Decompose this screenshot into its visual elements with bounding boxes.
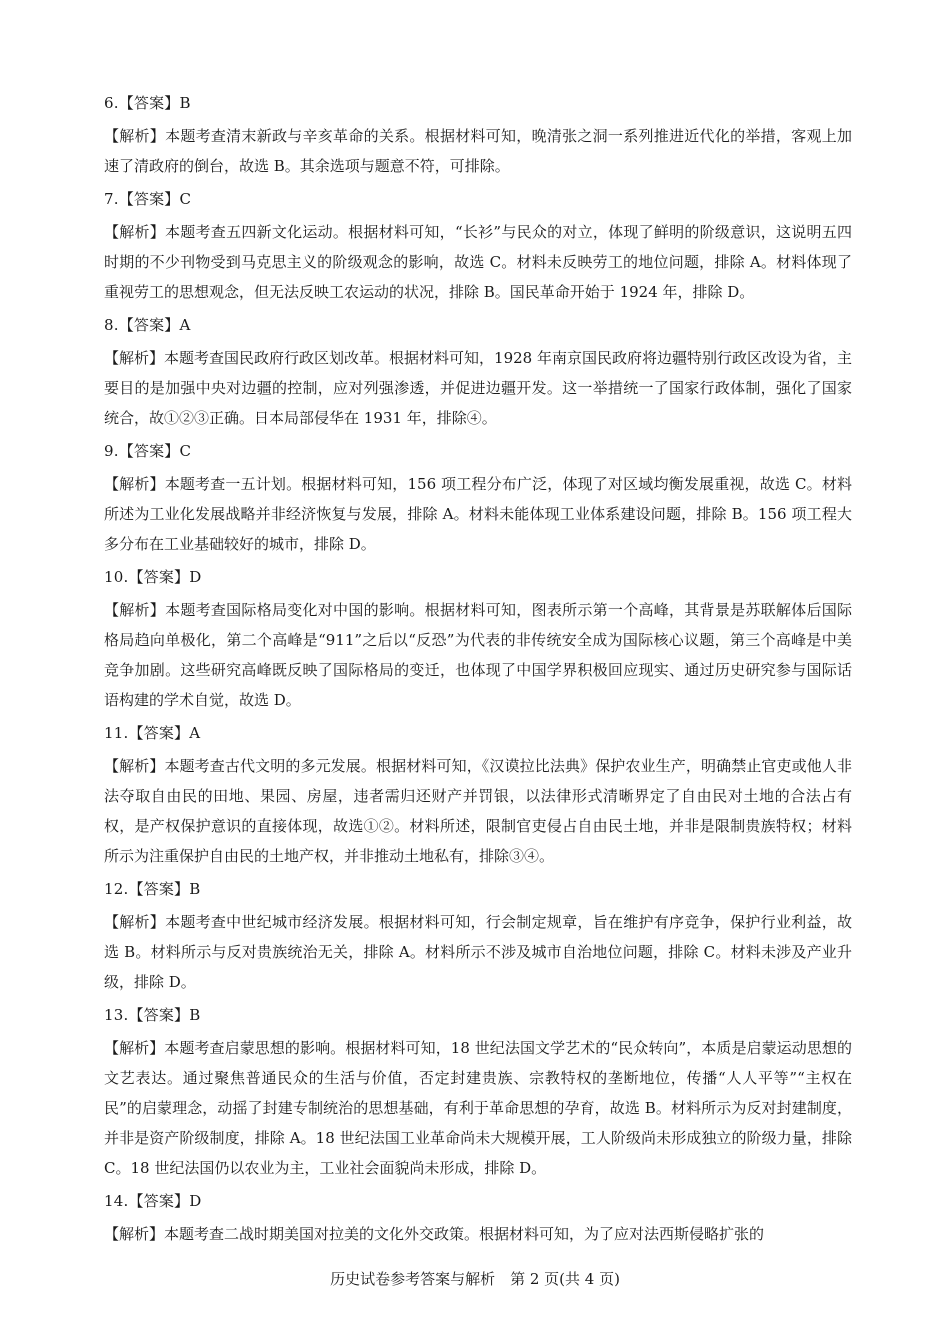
answer-item-13 — [104, 1003, 852, 1183]
answer-label: 6.【答案】B — [104, 94, 191, 112]
answer-item-10 — [104, 565, 852, 715]
analysis-text: 【解析】本题考查启蒙思想的影响。根据材料可知，18 世纪法国文学艺术的“民众转向”，本质是启蒙运动思想的文艺表达。通过聚焦普通民众的生活与价值，否定封建贵族、宗教特权的垄断地位，传播“人人平等”“主权在民”的启蒙理念，动摇了封建专制统治的思想基础，有利于革命思想的孕育，故选 B。材料所示为反对封建制度，并非是资产阶级制度，排除 A。18 世纪法国工业革命尚未大规模开展，工人阶级尚未形成独立的阶级力量，排除 C。18 世纪法国仍以农业为主，工业社会面貌尚未形成，排除 D。 — [104, 1039, 852, 1177]
answer-label: 10.【答案】D — [104, 568, 202, 586]
analysis-text: 【解析】本题考查国际格局变化对中国的影响。根据材料可知，图表所示第一个高峰，其背景是苏联解体后国际格局趋向单极化，第二个高峰是“911”之后以“反恐”为代表的非传统安全成为国际核心议题，第三个高峰是中美竞争加剧。这些研究高峰既反映了国际格局的变迁，也体现了中国学界积极回应现实、通过历史研究参与国际话语构建的学术自觉，故选 D。 — [104, 601, 852, 709]
answer-label: 9.【答案】C — [104, 442, 192, 460]
answer-item-9 — [104, 439, 852, 559]
answer-label: 7.【答案】C — [104, 190, 192, 208]
analysis-text: 【解析】本题考查二战时期美国对拉美的文化外交政策。根据材料可知，为了应对法西斯侵略扩张的 — [104, 1225, 765, 1243]
answer-item-12 — [104, 877, 852, 997]
answer-sheet-body — [104, 91, 852, 1255]
answer-label: 14.【答案】D — [104, 1192, 202, 1210]
answer-label: 8.【答案】A — [104, 316, 191, 334]
answer-item-11 — [104, 721, 852, 871]
page-footer: 历史试卷参考答案与解析 第 2 页(共 4 页) — [330, 1270, 620, 1288]
answer-label: 13.【答案】B — [104, 1006, 201, 1024]
analysis-text: 【解析】本题考查一五计划。根据材料可知，156 项工程分布广泛，体现了对区域均衡发展重视，故选 C。材料所述为工业化发展战略并非经济恢复与发展，排除 A。材料未能体现工业体系建设问题，排除 B。156 项工程大多分布在工业基础较好的城市，排除 D。 — [104, 475, 852, 553]
analysis-text: 【解析】本题考查五四新文化运动。根据材料可知，“长衫”与民众的对立，体现了鲜明的阶级意识，这说明五四时期的不少刊物受到马克思主义的阶级观念的影响，故选 C。材料未反映劳工的地位问题，排除 A。材料体现了重视劳工的思想观念，但无法反映工农运动的状况，排除 B。国民革命开始于 1924 年，排除 D。 — [104, 223, 852, 301]
answer-label: 12.【答案】B — [104, 880, 201, 898]
analysis-text: 【解析】本题考查中世纪城市经济发展。根据材料可知，行会制定规章，旨在维护有序竞争，保护行业利益，故选 B。材料所示与反对贵族统治无关，排除 A。材料所示不涉及城市自治地位问题，排除 C。材料未涉及产业升级，排除 D。 — [104, 913, 852, 991]
analysis-text: 【解析】本题考查清末新政与辛亥革命的关系。根据材料可知，晚清张之洞一系列推进近代化的举措，客观上加速了清政府的倒台，故选 B。其余选项与题意不符，可排除。 — [104, 127, 852, 175]
answer-label: 11.【答案】A — [104, 724, 201, 742]
analysis-text: 【解析】本题考查古代文明的多元发展。根据材料可知，《汉谟拉比法典》保护农业生产，明确禁止官吏或他人非法夺取自由民的田地、果园、房屋，违者需归还财产并罚银，以法律形式清晰界定了自由民对土地的合法占有权，是产权保护意识的直接体现，故选①②。材料所述，限制官吏侵占自由民土地，并非是限制贵族特权；材料所示为注重保护自由民的土地产权，并非推动土地私有，排除③④。 — [104, 757, 852, 865]
answer-item-6 — [104, 91, 852, 181]
analysis-text: 【解析】本题考查国民政府行政区划改革。根据材料可知，1928 年南京国民政府将边疆特别行政区改设为省，主要目的是加强中央对边疆的控制，应对列强渗透，并促进边疆开发。这一举措统一了国家行政体制，强化了国家统合，故①②③正确。日本局部侵华在 1931 年，排除④。 — [104, 349, 852, 427]
answer-item-14 — [104, 1189, 852, 1249]
answer-item-8 — [104, 313, 852, 433]
answer-item-7 — [104, 187, 852, 307]
